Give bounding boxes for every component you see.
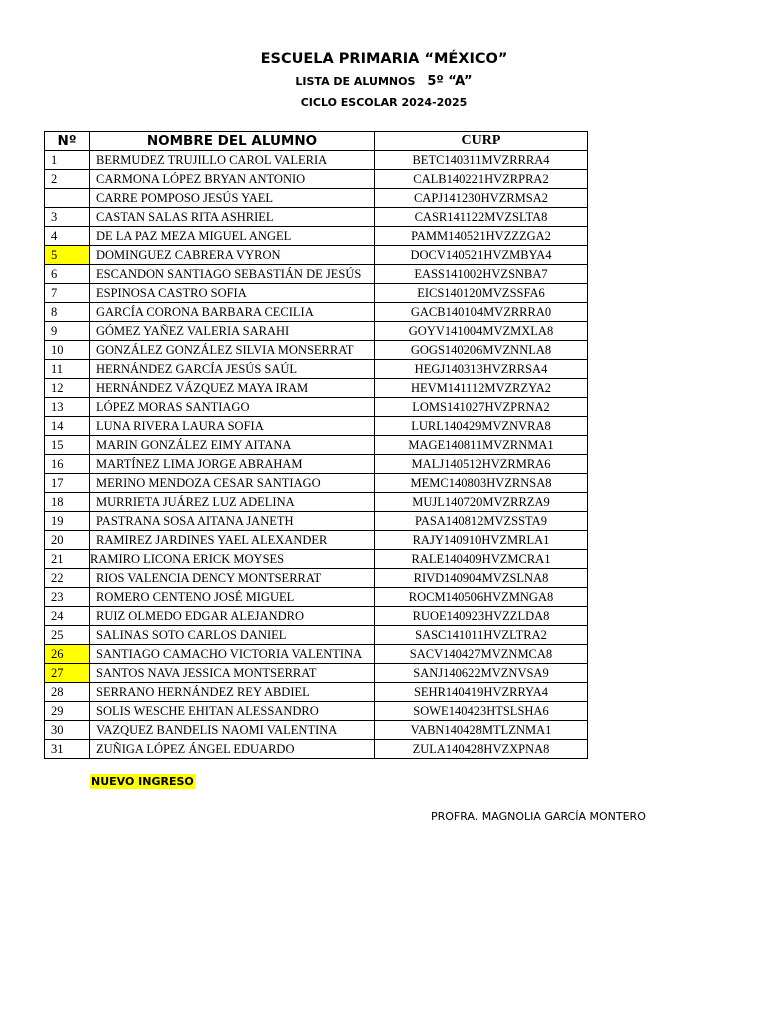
student-curp: DOCV140521HVZMBYA4 (375, 246, 588, 265)
row-number: 9 (45, 322, 90, 341)
student-curp: PASA140812MVZSSTA9 (375, 512, 588, 531)
row-number: 24 (45, 607, 90, 626)
student-curp: VABN140428MTLZNMA1 (375, 721, 588, 740)
student-name: SERRANO HERNÁNDEZ REY ABDIEL (90, 683, 375, 702)
student-name: ESPINOSA CASTRO SOFIA (90, 284, 375, 303)
table-row (45, 493, 588, 512)
table-row (45, 360, 588, 379)
student-curp: RUOE140923HVZZLDA8 (375, 607, 588, 626)
student-name: BERMUDEZ TRUJILLO CAROL VALERIA (90, 151, 375, 170)
student-name: MARIN GONZÁLEZ EIMY AITANA (90, 436, 375, 455)
student-curp: CASR141122MVZSLTA8 (375, 208, 588, 227)
student-curp: MEMC140803HVZRNSA8 (375, 474, 588, 493)
row-number: 12 (45, 379, 90, 398)
student-table (44, 131, 588, 759)
table-row (45, 664, 588, 683)
student-curp: ZULA140428HVZXPNA8 (375, 740, 588, 759)
student-curp: RALE140409HVZMCRA1 (375, 550, 588, 569)
row-number: 4 (45, 227, 90, 246)
student-name: SALINAS SOTO CARLOS DANIEL (90, 626, 375, 645)
student-curp: CALB140221HVZRPRA2 (375, 170, 588, 189)
student-curp: SEHR140419HVZRRYA4 (375, 683, 588, 702)
student-name: SANTIAGO CAMACHO VICTORIA VALENTINA (90, 645, 375, 664)
list-title: LISTA DE ALUMNOS (295, 75, 416, 88)
table-row (45, 702, 588, 721)
student-curp: HEGJ140313HVZRRSA4 (375, 360, 588, 379)
table-row (45, 227, 588, 246)
student-name: MARTÍNEZ LIMA JORGE ABRAHAM (90, 455, 375, 474)
student-curp: MALJ140512HVZRMRA6 (375, 455, 588, 474)
table-row (45, 189, 588, 208)
student-name: RAMIREZ JARDINES YAEL ALEXANDER (90, 531, 375, 550)
school-cycle: CICLO ESCOLAR 2024-2025 (300, 96, 468, 109)
table-row (45, 607, 588, 626)
student-curp: MUJL140720MVZRRZA9 (375, 493, 588, 512)
student-curp: RIVD140904MVZSLNA8 (375, 569, 588, 588)
row-number: 3 (45, 208, 90, 227)
row-number: 31 (45, 740, 90, 759)
table-row (45, 284, 588, 303)
student-curp: SOWE140423HTSLSHA6 (375, 702, 588, 721)
row-number: 30 (45, 721, 90, 740)
student-name: CARMONA LÓPEZ BRYAN ANTONIO (90, 170, 375, 189)
table-row (45, 246, 588, 265)
student-name: CARRE POMPOSO JESÚS YAEL (90, 189, 375, 208)
row-number: 22 (45, 569, 90, 588)
student-name: GÓMEZ YAÑEZ VALERIA SARAHI (90, 322, 375, 341)
table-row (45, 721, 588, 740)
table-row (45, 151, 588, 170)
table-row (45, 550, 588, 569)
table-row (45, 626, 588, 645)
row-number: 1 (45, 151, 90, 170)
student-curp: SACV140427MVZNMCA8 (375, 645, 588, 664)
column-header-number: Nº (45, 132, 90, 151)
grade-label: 5º “A” (427, 74, 473, 89)
student-curp: GACB140104MVZRRRA0 (375, 303, 588, 322)
student-curp: SANJ140622MVZNVSA9 (375, 664, 588, 683)
student-curp: EASS141002HVZSNBA7 (375, 265, 588, 284)
table-row (45, 455, 588, 474)
table-row (45, 645, 588, 664)
column-header-curp: CURP (375, 132, 588, 151)
student-name: PASTRANA SOSA AITANA JANETH (90, 512, 375, 531)
student-name: RUIZ OLMEDO EDGAR ALEJANDRO (90, 607, 375, 626)
row-number: 5 (45, 246, 90, 265)
row-number: 11 (45, 360, 90, 379)
student-name: RIOS VALENCIA DENCY MONTSERRAT (90, 569, 375, 588)
student-name: GARCÍA CORONA BARBARA CECILIA (90, 303, 375, 322)
student-curp: EICS140120MVZSSFA6 (375, 284, 588, 303)
student-curp: BETC140311MVZRRRA4 (375, 151, 588, 170)
student-name: ESCANDON SANTIAGO SEBASTIÁN DE JESÚS (90, 265, 375, 284)
table-row (45, 208, 588, 227)
table-row (45, 436, 588, 455)
student-curp: RAJY140910HVZMRLA1 (375, 531, 588, 550)
student-curp: PAMM140521HVZZZGA2 (375, 227, 588, 246)
row-number: 7 (45, 284, 90, 303)
student-curp: LURL140429MVZNVRA8 (375, 417, 588, 436)
student-name: MURRIETA JUÁREZ LUZ ADELINA (90, 493, 375, 512)
table-row (45, 417, 588, 436)
row-number: 26 (45, 645, 90, 664)
student-name: VAZQUEZ BANDELIS NAOMI VALENTINA (90, 721, 375, 740)
row-number: 28 (45, 683, 90, 702)
row-number (45, 189, 90, 208)
student-name: DOMINGUEZ CABRERA VYRON (90, 246, 375, 265)
table-row (45, 683, 588, 702)
row-number: 6 (45, 265, 90, 284)
row-number: 8 (45, 303, 90, 322)
student-name: CASTAN SALAS RITA ASHRIEL (90, 208, 375, 227)
student-name: HERNÁNDEZ GARCÍA JESÚS SAÚL (90, 360, 375, 379)
row-number: 23 (45, 588, 90, 607)
student-name: DE LA PAZ MEZA MIGUEL ANGEL (90, 227, 375, 246)
row-number: 16 (45, 455, 90, 474)
student-name: LÓPEZ MORAS SANTIAGO (90, 398, 375, 417)
student-name: GONZÁLEZ GONZÁLEZ SILVIA MONSERRAT (90, 341, 375, 360)
table-row (45, 531, 588, 550)
row-number: 21 (45, 550, 90, 569)
school-title: ESCUELA PRIMARIA “MÉXICO” (260, 51, 508, 67)
table-row (45, 569, 588, 588)
student-curp: GOGS140206MVZNNLA8 (375, 341, 588, 360)
student-name: MERINO MENDOZA CESAR SANTIAGO (90, 474, 375, 493)
table-row (45, 398, 588, 417)
row-number: 20 (45, 531, 90, 550)
student-name: HERNÁNDEZ VÁZQUEZ MAYA IRAM (90, 379, 375, 398)
row-number: 17 (45, 474, 90, 493)
row-number: 27 (45, 664, 90, 683)
table-row (45, 512, 588, 531)
student-name: SOLIS WESCHE EHITAN ALESSANDRO (90, 702, 375, 721)
student-curp: SASC141011HVZLTRA2 (375, 626, 588, 645)
row-number: 15 (45, 436, 90, 455)
student-name: ROMERO CENTENO JOSÉ MIGUEL (90, 588, 375, 607)
student-curp: GOYV141004MVZMXLA8 (375, 322, 588, 341)
table-row (45, 740, 588, 759)
row-number: 14 (45, 417, 90, 436)
student-name: LUNA RIVERA LAURA SOFIA (90, 417, 375, 436)
row-number: 19 (45, 512, 90, 531)
student-curp: HEVM141112MVZRZYA2 (375, 379, 588, 398)
student-curp: MAGE140811MVZRNMA1 (375, 436, 588, 455)
table-row (45, 341, 588, 360)
student-curp: CAPJ141230HVZRMSA2 (375, 189, 588, 208)
row-number: 13 (45, 398, 90, 417)
new-entry-legend: NUEVO INGRESO (91, 775, 194, 788)
table-row (45, 170, 588, 189)
row-number: 25 (45, 626, 90, 645)
list-subtitle (0, 74, 768, 89)
row-number: 2 (45, 170, 90, 189)
row-number: 10 (45, 341, 90, 360)
student-curp: LOMS141027HVZPRNA2 (375, 398, 588, 417)
row-number: 18 (45, 493, 90, 512)
row-number: 29 (45, 702, 90, 721)
table-row (45, 379, 588, 398)
student-name: ZUÑIGA LÓPEZ ÁNGEL EDUARDO (90, 740, 375, 759)
table-row (45, 265, 588, 284)
column-header-name: NOMBRE DEL ALUMNO (90, 132, 375, 151)
student-name: RAMIRO LICONA ERICK MOYSES (90, 550, 375, 569)
table-row (45, 474, 588, 493)
table-row (45, 303, 588, 322)
student-name: SANTOS NAVA JESSICA MONTSERRAT (90, 664, 375, 683)
table-header-row (45, 132, 588, 151)
student-curp: ROCM140506HVZMNGA8 (375, 588, 588, 607)
table-row (45, 322, 588, 341)
table-row (45, 588, 588, 607)
teacher-signature-name: PROFRA. MAGNOLIA GARCÍA MONTERO (431, 810, 646, 823)
